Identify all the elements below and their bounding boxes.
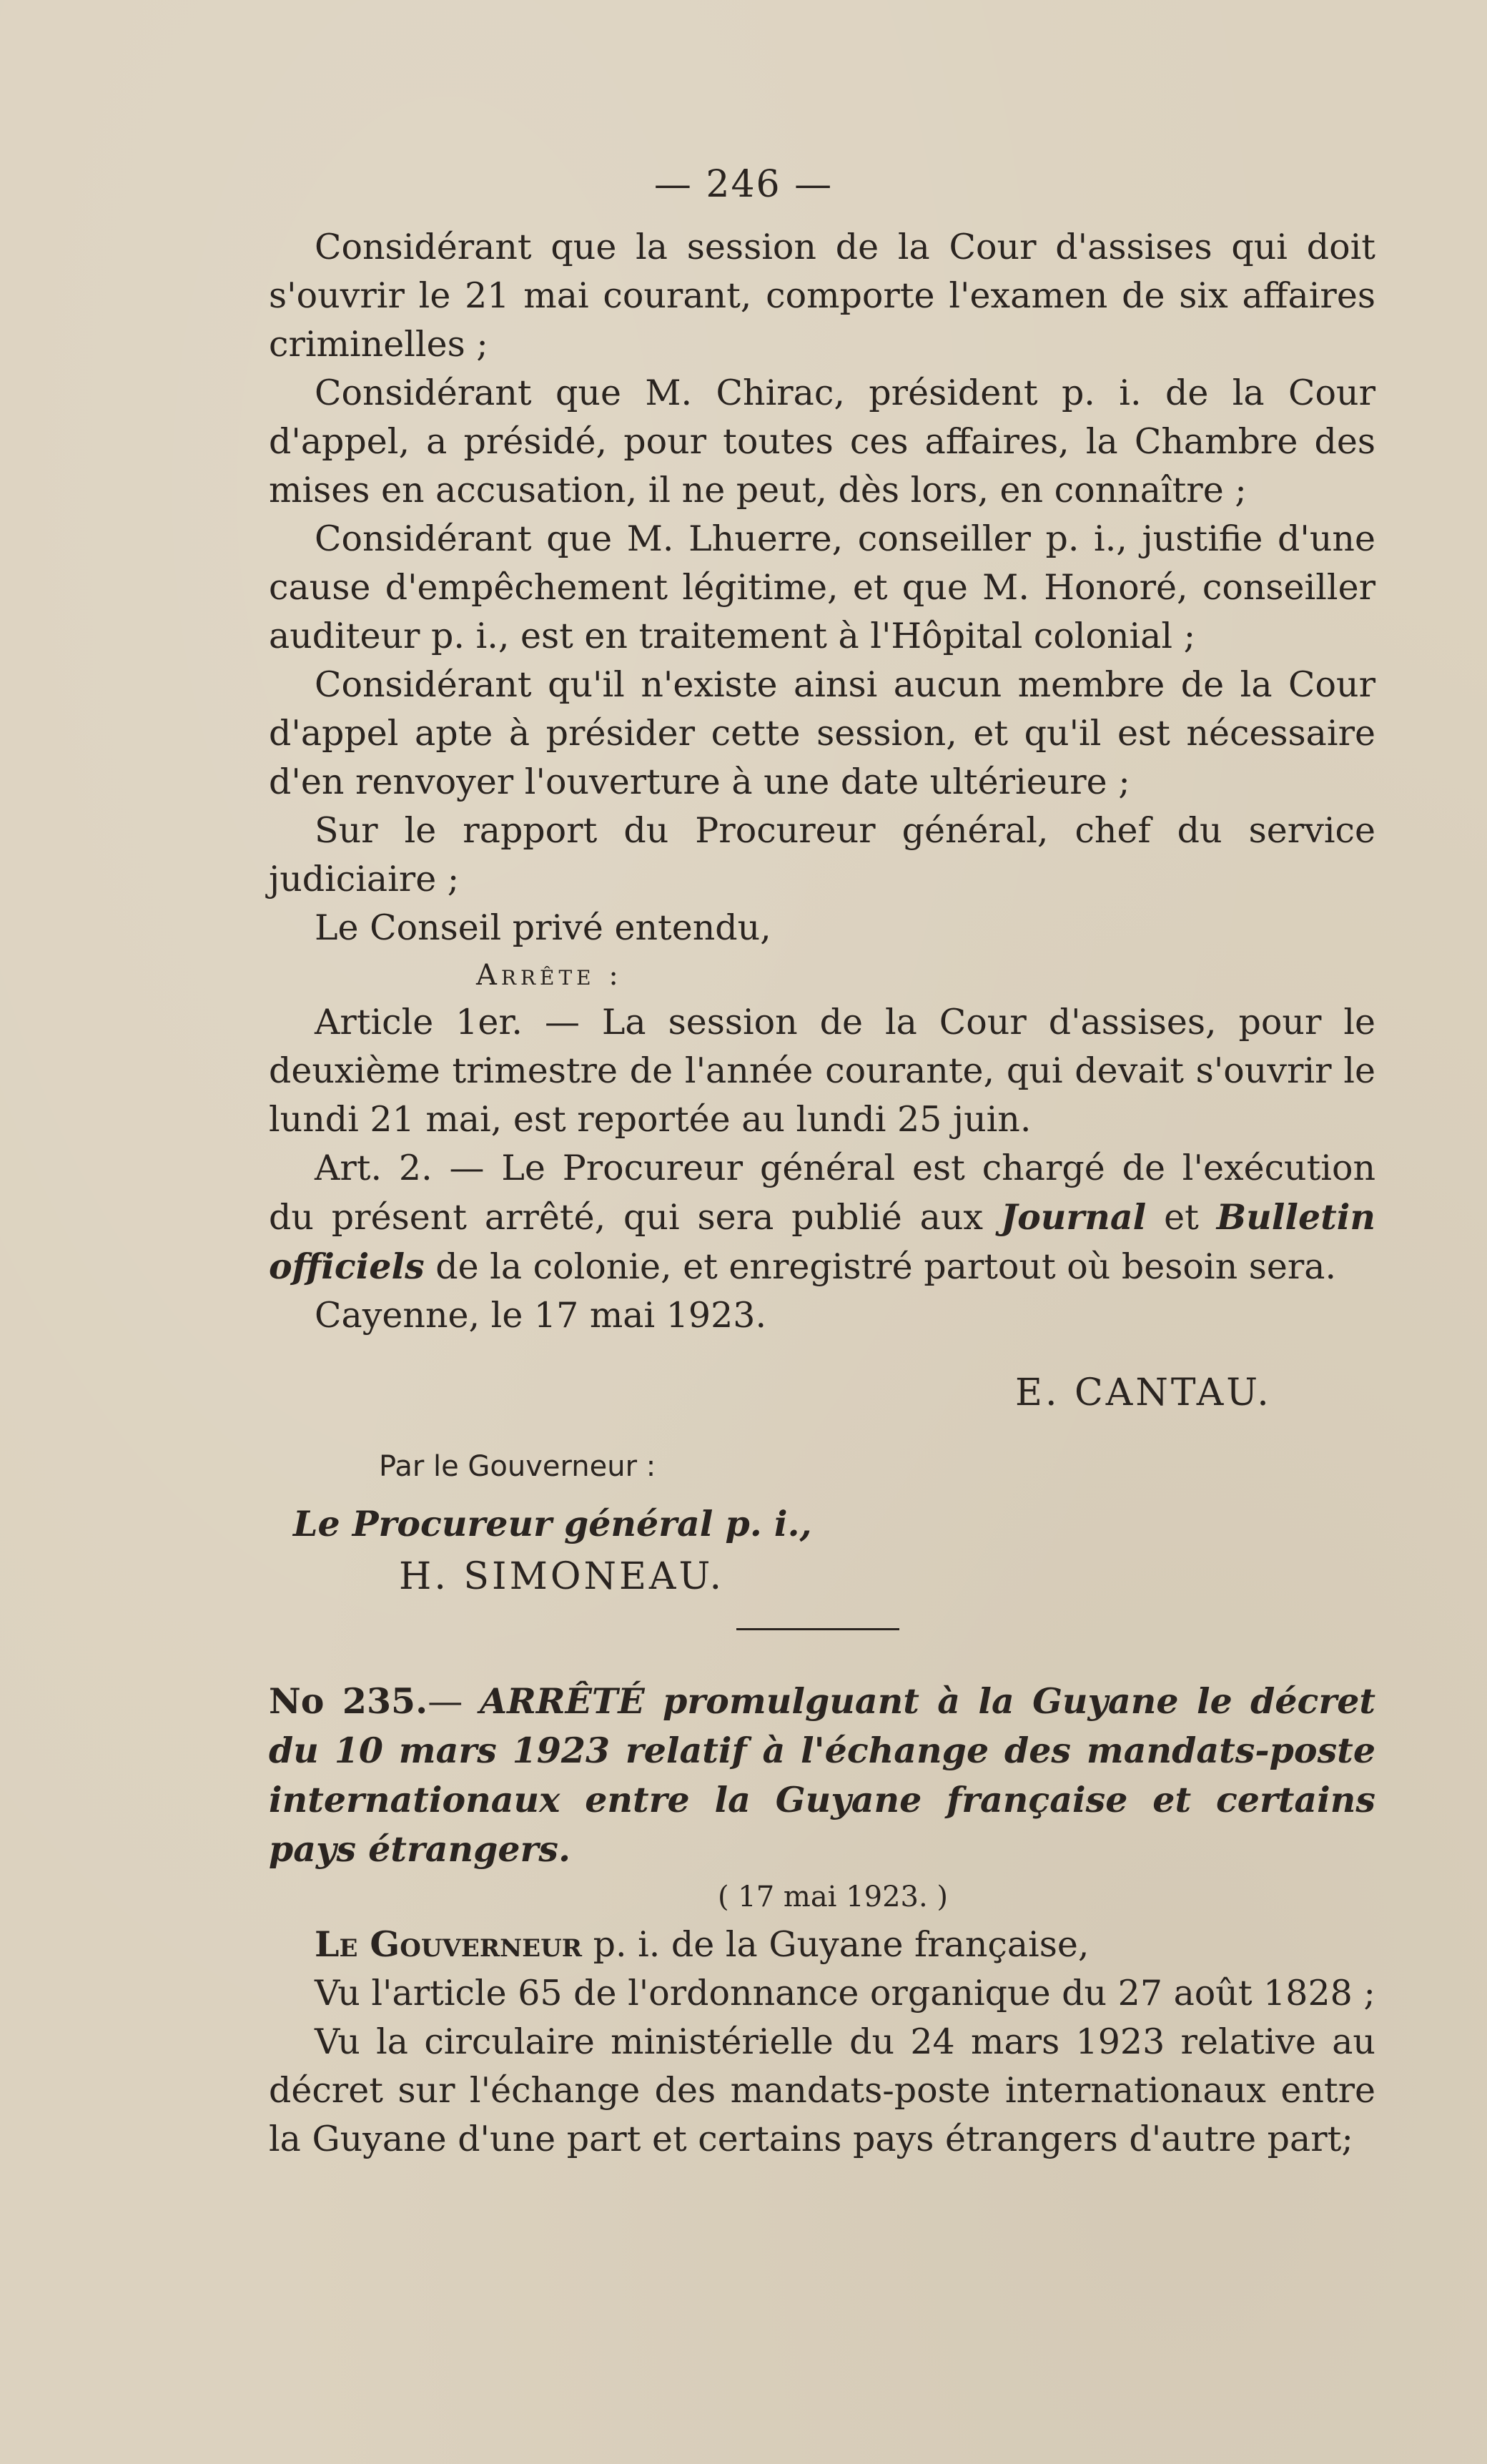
decree-date: ( 17 mai 1923. ) [717, 1881, 949, 1913]
council-paragraph: Le Conseil privé entendu, [315, 907, 771, 948]
governor-lead: Le Gouverneur [315, 1923, 582, 1965]
decree-number: No 235. [269, 1680, 428, 1722]
considering-paragraph-2: Considérant que M. Chirac, président p. i. de la Cour d'appel, a présidé, pour toutes ces affaires, la Chambre des mises en accusation, il ne peut, dès lors, en connaître ; [269, 373, 1375, 511]
decree-title: ARRÊTÉ promulguant à la Guyane le décret du 10 mars 1923 relatif à l'échange des mandats-poste internationaux entre la Guyane française et certains pays étrangers. [269, 1680, 1376, 1870]
countersign-title: Le Procureur général p. i., [293, 1503, 812, 1544]
arrete-heading: Arrête : [476, 959, 623, 992]
article-1: Article 1er. — La session de la Cour d'assises, pour le deuxième trimestre de l'année courante, qui devait s'ouvrir le lundi 21 mai, est reportée au lundi 25 juin. [269, 1002, 1375, 1140]
article-2-journal: Journal [1000, 1196, 1147, 1238]
report-paragraph: Sur le rapport du Procureur général, chef du service judiciaire ; [269, 810, 1375, 900]
visa-1: Vu l'article 65 de l'ordonnance organique du 27 août 1828 ; [315, 1973, 1375, 2014]
governor-signature: E. CANTAU. [1015, 1371, 1272, 1414]
countersign-name: H. SIMONEAU. [399, 1555, 725, 1598]
by-governor-line: Par le Gouverneur : [379, 1450, 656, 1483]
article-2-lead: Art. 2. — Le Procureur général est chargé de l'exécution du présent arrêté, qui sera publié aux [269, 1148, 1375, 1238]
article-2-and: et [1146, 1197, 1217, 1238]
governor-tail: p. i. de la Guyane française, [582, 1924, 1090, 1965]
page-number: — 246 — [653, 163, 834, 206]
decree-dash: — [428, 1681, 480, 1722]
decree-235-title [269, 1677, 1375, 1874]
article-2-bulletin: Bulletin officiels [269, 1196, 1376, 1287]
considering-paragraph-3: Considérant que M. Lhuerre, conseiller p. i., justifie d'une cause d'empêchement légitime, et que M. Honoré, conseiller auditeur p. i., est en traitement à l'Hôpital colonial ; [269, 518, 1375, 656]
governor-intro [269, 1920, 1375, 1969]
article-2-tail: de la colonie, et enregistré partout où besoin sera. [424, 1246, 1337, 1287]
visa-2: Vu la circulaire ministérielle du 24 mars 1923 relative au décret sur l'échange des mandats-poste internationaux entre la Guyane d'une part et certains pays étrangers d'autre part; [269, 2021, 1375, 2159]
article-2 [269, 1144, 1375, 1291]
separator-rule [736, 1628, 899, 1630]
decree-235 [269, 1677, 1375, 2164]
considering-paragraph-4: Considérant qu'il n'existe ainsi aucun membre de la Cour d'appel apte à présider cette session, et qu'il est nécessaire d'en renvoyer l'ouverture à une date ultérieure ; [269, 664, 1375, 802]
considering-paragraph-1: Considérant que la session de la Cour d'assises qui doit s'ouvrir le 21 mai courant, comporte l'examen de six affaires criminelles ; [269, 227, 1375, 365]
decree-continuation [269, 223, 1375, 1340]
place-and-date: Cayenne, le 17 mai 1923. [315, 1295, 767, 1336]
